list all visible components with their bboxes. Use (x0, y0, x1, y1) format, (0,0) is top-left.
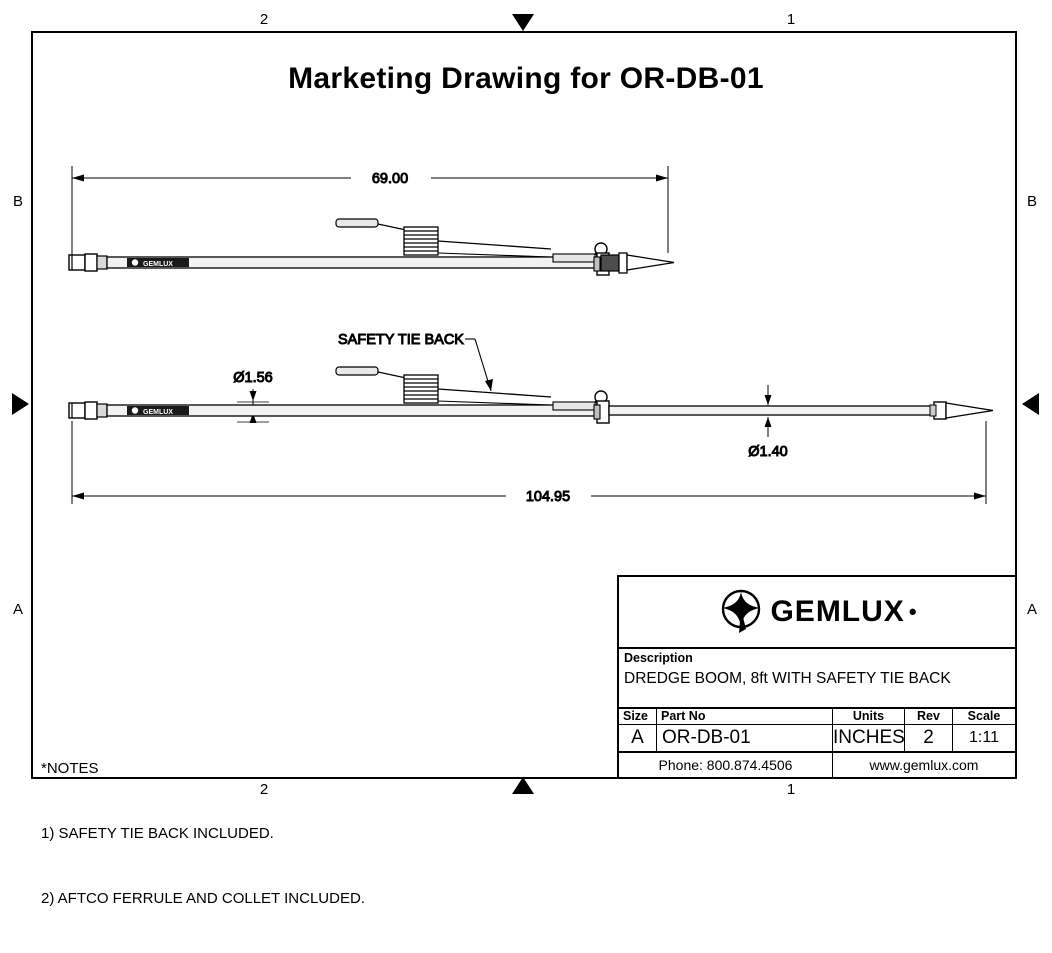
size-label: Size (619, 709, 656, 725)
title-block-attributes (619, 709, 1015, 753)
size-value: A (631, 727, 644, 748)
notes-heading: *NOTES (41, 759, 99, 777)
title-block (617, 575, 1017, 779)
dim-top-length-text: 69.00 (371, 171, 409, 187)
description-value: DREDGE BOOM, 8ft WITH SAFETY TIE BACK (624, 670, 951, 687)
rev-label: Rev (905, 709, 952, 725)
note-item-2: 2) AFTCO FERRULE AND COLLET INCLUDED. (41, 890, 365, 907)
zone-label-top-2: 2 (259, 11, 269, 28)
center-mark-bottom-icon (512, 777, 534, 794)
scale-value: 1:11 (969, 729, 999, 746)
title-block-logo-dot: • (908, 599, 918, 624)
title-block-footer (619, 753, 1015, 779)
zone-label-left-b: B (12, 193, 23, 210)
dim-diameter-small-text: Ø1.40 (748, 444, 788, 460)
callout-safety-tie-back-text: SAFETY TIE BACK (338, 332, 464, 348)
zone-label-right-b: B (1026, 193, 1037, 210)
center-mark-top-icon (512, 14, 534, 31)
description-label: Description (624, 651, 693, 665)
rev-cell (905, 709, 953, 751)
part-no-cell (657, 709, 833, 751)
size-cell (619, 709, 657, 751)
part-no-label: Part No (657, 709, 832, 725)
website-link[interactable]: www.gemlux.com (869, 757, 979, 773)
zone-label-bottom-2: 2 (259, 781, 269, 798)
dim-diameter-large-text: Ø1.56 (233, 370, 273, 386)
zone-label-top-1: 1 (786, 11, 796, 28)
center-mark-left-icon (12, 393, 29, 415)
gemlux-star-icon (716, 589, 766, 635)
units-cell (833, 709, 905, 751)
notes-block (41, 714, 365, 953)
phone-text: Phone: 800.874.4506 (619, 753, 833, 779)
title-block-logo-row (619, 577, 1015, 649)
units-label: Units (833, 709, 904, 725)
shaft-logo-top: GEMLUX (143, 261, 173, 268)
dim-overall-length-text: 104.95 (525, 489, 571, 505)
center-mark-right-icon (1022, 393, 1039, 415)
scale-label: Scale (953, 709, 1015, 725)
title-block-logo-text: GEMLUX (770, 595, 905, 628)
scale-cell (953, 709, 1015, 751)
title-block-description (619, 649, 1015, 709)
note-item-1: 1) SAFETY TIE BACK INCLUDED. (41, 824, 274, 842)
rev-value: 2 (923, 727, 934, 748)
shaft-logo-bottom: GEMLUX (143, 409, 173, 416)
units-value: INCHES (833, 727, 905, 748)
zone-label-right-a: A (1026, 601, 1037, 618)
part-no-value: OR-DB-01 (662, 727, 751, 748)
zone-label-bottom-1: 1 (786, 781, 796, 798)
page-title: Marketing Drawing for OR-DB-01 (288, 62, 764, 95)
zone-label-left-a: A (12, 601, 23, 618)
